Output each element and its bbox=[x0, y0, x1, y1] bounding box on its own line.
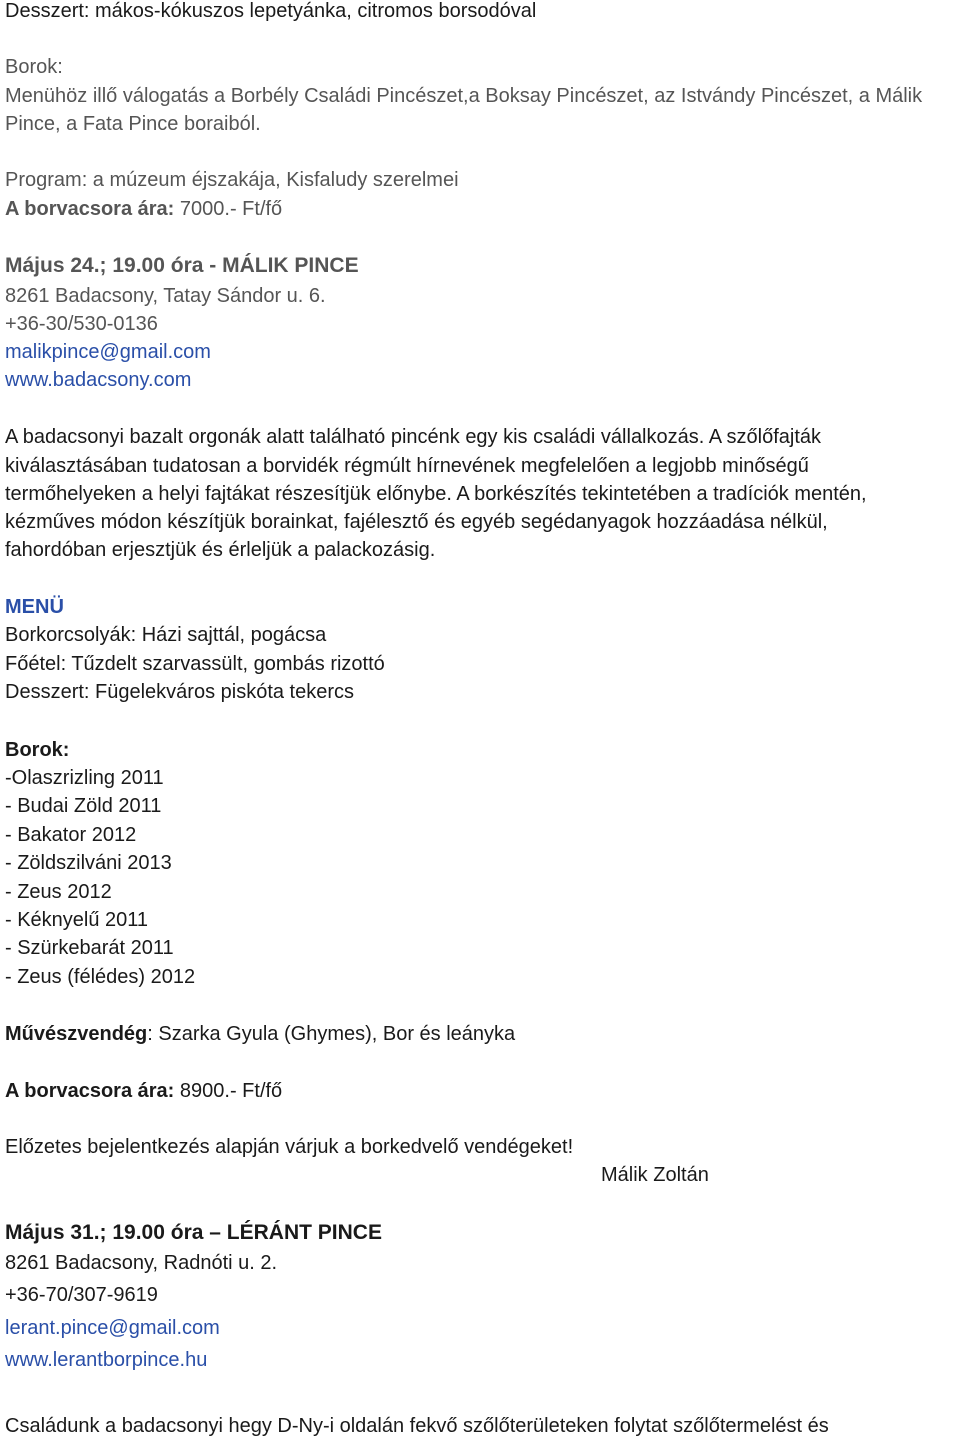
malik-web-link[interactable]: www.badacsony.com bbox=[5, 369, 192, 391]
price-value: 7000.- Ft/fő bbox=[174, 198, 283, 220]
wine-item: - Bakator 2012 bbox=[5, 824, 137, 846]
lerant-web-link[interactable]: www.lerantborpince.hu bbox=[5, 1349, 208, 1371]
menu-item: Borkorcsolyák: Házi sajttál, pogácsa bbox=[5, 624, 327, 646]
lerant-intro: Családunk a badacsonyi hegy D-Ny-i oldalán fekvő szőlőterületeken folytat szőlőtermelést és bbox=[5, 1415, 829, 1437]
dessert-line: Desszert: mákos-kókuszos lepetyánka, citromos borsodóval bbox=[5, 0, 537, 22]
lerant-email-link[interactable]: lerant.pince@gmail.com bbox=[5, 1317, 220, 1339]
wines-heading: Borok: bbox=[5, 739, 70, 761]
malik-description-line-1: A badacsonyi bazalt orgonák alatt található pincénk egy kis családi vállalkozás. A szőlőfajták bbox=[5, 426, 822, 448]
signature: Málik Zoltán bbox=[601, 1164, 709, 1186]
malik-address: 8261 Badacsony, Tatay Sándor u. 6. bbox=[5, 285, 326, 307]
wines-intro-line-2: Pince, a Fata Pince boraiból. bbox=[5, 113, 261, 135]
menu-item: Desszert: Fügelekváros piskóta tekercs bbox=[5, 681, 355, 703]
price-value: 8900.- Ft/fő bbox=[174, 1080, 283, 1102]
program-line: Program: a múzeum éjszakája, Kisfaludy szerelmei bbox=[5, 169, 459, 191]
price-line-2 bbox=[5, 1077, 282, 1105]
wine-item: - Zeus 2012 bbox=[5, 881, 112, 903]
malik-description-line-2: kiválasztásában tudatosan a borvidék régmúlt hírnevének megfelelően a legjobb minőségű bbox=[5, 455, 809, 477]
wine-item: - Szürkebarát 2011 bbox=[5, 937, 174, 959]
wine-item: -Olaszrizling 2011 bbox=[5, 767, 164, 789]
wine-item: - Zeus (félédes) 2012 bbox=[5, 966, 196, 988]
lerant-heading: Május 31.; 19.00 óra – LÉRÁNT PINCE bbox=[5, 1221, 382, 1244]
malik-description-line-4: kézműves módon készítjük borainkat, fajélesztő és egyéb segédanyagok hozzáadása nélkül, bbox=[5, 511, 828, 533]
guest-value: : Szarka Gyula (Ghymes), Bor és leányka bbox=[147, 1023, 516, 1045]
price-label: A borvacsora ára: bbox=[5, 1080, 175, 1102]
malik-email-link[interactable]: malikpince@gmail.com bbox=[5, 341, 211, 363]
menu-heading: MENÜ bbox=[5, 596, 64, 618]
invite-line: Előzetes bejelentkezés alapján várjuk a borkedvelő vendégeket! bbox=[5, 1136, 574, 1158]
lerant-phone: +36-70/307-9619 bbox=[5, 1284, 158, 1306]
guest-line bbox=[5, 1020, 515, 1048]
wine-item: - Zöldszilváni 2013 bbox=[5, 852, 172, 874]
wine-item: - Budai Zöld 2011 bbox=[5, 795, 162, 817]
price-label: A borvacsora ára: bbox=[5, 198, 175, 220]
malik-description-line-5: fahordóban erjesztjük és érleljük a palackozásig. bbox=[5, 539, 436, 561]
malik-heading: Május 24.; 19.00 óra - MÁLIK PINCE bbox=[5, 254, 359, 277]
guest-label: Művészvendég bbox=[5, 1023, 148, 1045]
lerant-address: 8261 Badacsony, Radnóti u. 2. bbox=[5, 1252, 278, 1274]
price-line-1 bbox=[5, 195, 282, 223]
wines-intro-line-1: Menühöz illő válogatás a Borbély Családi Pincészet,a Boksay Pincészet, az Istvándy Pincészet, a Málik bbox=[5, 85, 923, 107]
menu-item: Főétel: Tűzdelt szarvassült, gombás rizottó bbox=[5, 653, 385, 675]
wines-intro-label: Borok: bbox=[5, 56, 63, 78]
malik-description-line-3: termőhelyeken a helyi fajtákat részesítjük előnybe. A borkészítés tekintetében a tradíciók mentén, bbox=[5, 483, 867, 505]
wine-item: - Kéknyelű 2011 bbox=[5, 909, 149, 931]
malik-phone: +36-30/530-0136 bbox=[5, 313, 158, 335]
